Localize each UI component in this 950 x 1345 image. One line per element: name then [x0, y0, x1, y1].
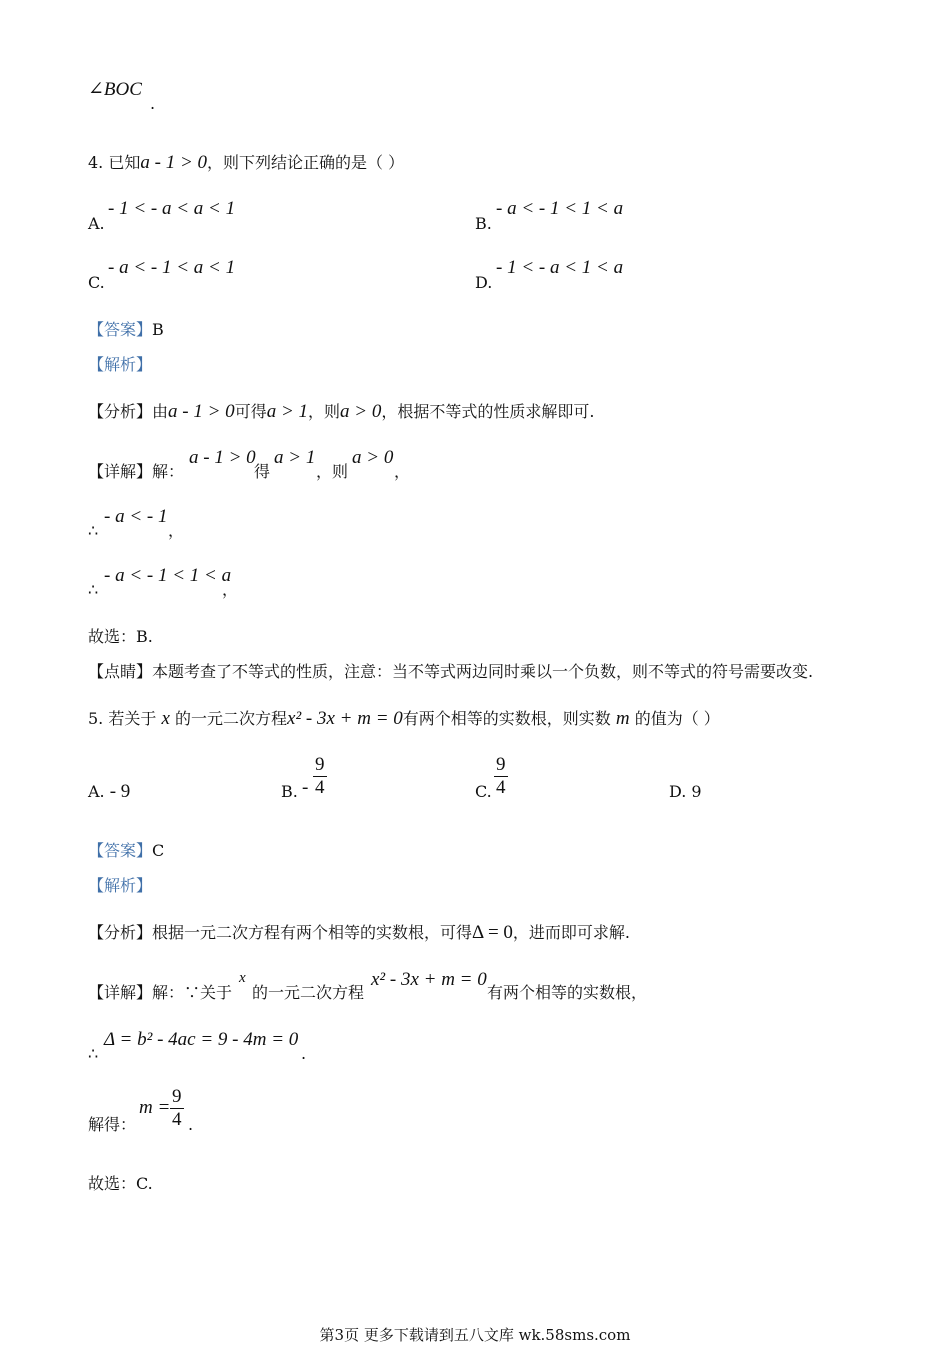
- fenxi-expr: a > 1: [266, 401, 309, 422]
- detail-text: 有两个相等的实数根，: [487, 983, 648, 1002]
- fenxi-text: ，进而即可求解.: [512, 923, 631, 942]
- q4-stem-text: ，则下列结论正确的是（ ）: [207, 153, 405, 172]
- q4-option-c-expr: - a < - 1 < a < 1: [108, 257, 236, 278]
- fenxi-expr: a - 1 > 0: [168, 401, 235, 422]
- step-2-end: ，: [222, 580, 239, 599]
- answer-value: C: [152, 841, 165, 860]
- q4-number: 4.: [88, 153, 104, 172]
- q4-stem-text: 已知: [108, 153, 141, 172]
- q5-answer: [88, 841, 164, 861]
- q4-detail-tag: [88, 462, 184, 482]
- q5-equation: x² - 3x + m = 0: [287, 708, 403, 729]
- q5-choose: 故选：C.: [88, 1174, 153, 1193]
- q4-answer: [88, 320, 164, 340]
- step-1-expr: - a < - 1: [104, 506, 168, 527]
- therefore-symbol: ∴: [88, 580, 99, 599]
- q4-option-a-expr: - 1 < - a < a < 1: [108, 198, 236, 219]
- q5-detail-tag: [88, 983, 232, 1003]
- q5-option-b-letter: B.: [281, 782, 298, 801]
- q4-option-b-expr: - a < - 1 < 1 < a: [496, 198, 624, 219]
- detail-expr-1: a - 1 > 0: [189, 447, 256, 468]
- period: .: [150, 94, 156, 113]
- q4-dianjing: 【点睛】本题考查了不等式的性质，注意：当不等式两边同时乘以一个负数，则不等式的符号需要改变.: [88, 662, 814, 681]
- q5-stem-text: 若关于: [108, 709, 157, 728]
- fenxi-tag: 【分析】: [88, 923, 153, 942]
- detail-text: 解：∵关于: [152, 983, 233, 1002]
- q4-choose: 故选：B.: [88, 627, 153, 646]
- detail-expr-3: a > 0: [352, 447, 394, 468]
- fenxi-text: 根据一元二次方程有两个相等的实数根，可得: [152, 923, 473, 942]
- angle-boc: ∠BOC: [88, 79, 142, 100]
- q4-fenxi: [88, 402, 594, 422]
- fraction-numerator: 9: [315, 754, 325, 775]
- therefore-symbol: ∴: [88, 521, 99, 540]
- detail-var-x: x: [239, 970, 246, 986]
- q5-number: 5.: [88, 709, 104, 728]
- fenxi-text: ，根据不等式的性质求解即可.: [381, 402, 595, 421]
- q5-option-b-fraction: [313, 754, 327, 799]
- fenxi-expr: a > 0: [340, 401, 382, 422]
- detail-text: 解：: [152, 462, 185, 481]
- option-value: - 9: [109, 781, 131, 802]
- q5-var-x: x: [161, 708, 170, 729]
- fraction-numerator: 9: [496, 754, 506, 775]
- q4-option-b-letter: B.: [475, 214, 492, 233]
- fenxi-expr: Δ = 0: [472, 922, 513, 943]
- page-footer: 第3页 更多下载请到五八文库 wk.58sms.com: [319, 1326, 631, 1344]
- q4-option-d-expr: - 1 < - a < 1 < a: [496, 257, 624, 278]
- detail-text: ，则: [316, 462, 349, 481]
- detail-text: 的一元二次方程: [252, 983, 365, 1002]
- solve-lhs: m =: [139, 1097, 171, 1118]
- q5-stem-text: 的值为（ ）: [634, 709, 720, 728]
- detail-expr-2: a > 1: [274, 447, 316, 468]
- answer-tag: 【答案】: [88, 841, 153, 860]
- detail-text: 得: [254, 462, 271, 481]
- fraction-denominator: 4: [315, 777, 325, 798]
- delta-equation: Δ = b² - 4ac = 9 - 4m = 0: [104, 1029, 299, 1050]
- detail-tag: 【详解】: [88, 462, 153, 481]
- fraction-denominator: 4: [172, 1109, 182, 1130]
- solve-label: 解得：: [88, 1115, 137, 1134]
- delta-end: .: [301, 1044, 307, 1063]
- therefore-symbol: ∴: [88, 1044, 99, 1063]
- detail-equation: x² - 3x + m = 0: [371, 969, 487, 990]
- fraction-denominator: 4: [496, 777, 506, 798]
- answer-tag: 【答案】: [88, 320, 153, 339]
- q4-condition: a - 1 > 0: [140, 152, 208, 173]
- q5-option-a: [88, 782, 130, 802]
- q5-stem: [88, 709, 720, 729]
- answer-value: B: [152, 320, 164, 339]
- fraction-numerator: 9: [172, 1086, 182, 1107]
- detail-tag: 【详解】: [88, 983, 153, 1002]
- analysis-tag: 【解析】: [88, 876, 153, 895]
- q4-option-d-letter: D.: [475, 273, 493, 292]
- q5-var-m: m: [615, 708, 630, 729]
- step-2-expr: - a < - 1 < 1 < a: [104, 565, 232, 586]
- q5-option-d: D. 9: [669, 782, 702, 801]
- fenxi-tag: 【分析】: [88, 402, 153, 421]
- solve-fraction: [170, 1086, 184, 1131]
- q4-stem: [88, 153, 404, 173]
- fenxi-text: ，则: [308, 402, 341, 421]
- q4-option-c-letter: C.: [88, 273, 105, 292]
- option-letter: A.: [88, 782, 105, 801]
- q5-fenxi: [88, 923, 630, 943]
- fenxi-text: 可得: [234, 402, 267, 421]
- analysis-tag: 【解析】: [88, 355, 153, 374]
- q4-option-a-letter: A.: [88, 214, 105, 233]
- q5-option-c-fraction: [494, 754, 508, 799]
- step-1-end: ，: [168, 521, 185, 540]
- q5-stem-text: 的一元二次方程: [175, 709, 288, 728]
- q5-option-b-sign: -: [302, 777, 309, 798]
- solve-end: .: [188, 1115, 194, 1134]
- q5-option-c-letter: C.: [475, 782, 492, 801]
- fenxi-text: 由: [152, 402, 169, 421]
- detail-text: ，: [394, 462, 411, 481]
- q5-stem-text: 有两个相等的实数根，则实数: [402, 709, 611, 728]
